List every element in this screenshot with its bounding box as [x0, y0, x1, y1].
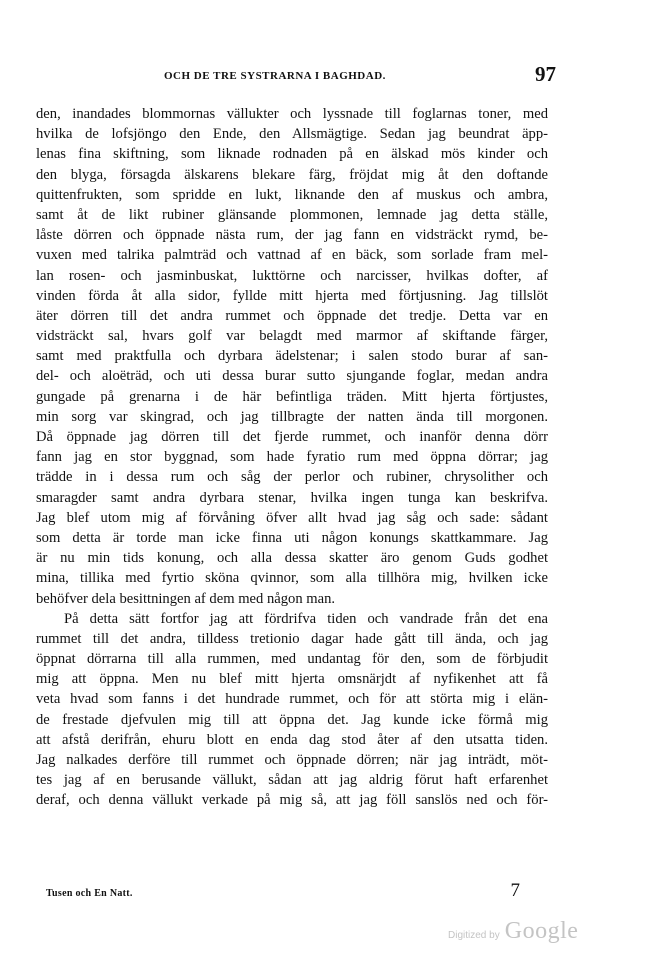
google-logo: Google: [504, 918, 579, 944]
text-line: är nu min tids konung, och alla dessa skatter äro genom Guds godhet: [36, 550, 548, 567]
page-header: [36, 62, 556, 96]
text-line: den, inandades blommornas vällukter och lyssnade till foglarnas toner, med: [36, 106, 548, 122]
text-line: mina, tillika med fyrtio sköna qvinnor, som alla tillhöra mig, hvilken icke: [36, 570, 548, 587]
text-line: smaragder samt andra dyrbara stenar, hvilka ingen tunga kan beskrifva.: [36, 489, 548, 506]
text-line: Jag nalkades derföre till rummet och öppnade dörren; när jag inträdt, möt-: [36, 752, 548, 768]
text-line: rummet till det andra, tilldess tretionio dagar hade gått till ända, och jag: [36, 630, 548, 647]
text-line: vinden förda åt alla sidor, fyllde mitt hjerta med förtjusning. Jag tillslöt: [36, 287, 548, 304]
page-number: 97: [535, 62, 556, 86]
running-title: OCH DE TRE SYSTRARNA I BAGHDAD.: [164, 70, 386, 82]
text-line: samt med praktfulla och dyrbara ädelstenar; i salen stodo burar af san-: [36, 348, 548, 365]
signature-mark: Tusen och En Natt.: [46, 888, 133, 899]
text-line: min sorg var skingrad, och jag tillbragte der natten ända till morgonen.: [36, 408, 548, 425]
text-line: den blyga, försagda älskarens blekare färg, fröjdat mig åt den doftande: [36, 166, 548, 183]
text-line: de frestade djefvulen mig till att öppna det. Jag kunde icke förmå mig: [36, 711, 548, 728]
text-line: vuxen med talrika palmträd och vattnad af en bäck, som sorlade fram mel-: [36, 247, 548, 264]
text-line: låste dörren och öppnade nästa rum, der jag fann en vidsträckt rymd, be-: [36, 227, 548, 244]
text-line: tes jag af en berusande vällukt, sådan att jag aldrig förut haft erfarenhet: [36, 772, 548, 789]
text-line: del- och aloëträd, och uti dessa burar sutto sjungande foglar, medan andra: [36, 368, 548, 385]
text-line: trädde in i dessa rum och såg der perlor och rubiner, chrysolither och: [36, 469, 548, 486]
text-line: att afstå derifrån, ehuru blott en enda dag stod åter af den utsatta tiden.: [36, 731, 548, 748]
text-line: äter dörren till det andra rummet och öppnade det tredje. Detta var en: [36, 307, 548, 324]
body-text: [36, 104, 548, 811]
watermark-prefix: Digitized by: [448, 930, 500, 941]
sheet-number: 7: [510, 880, 520, 901]
text-line: På detta sätt fortfor jag att fördrifva tiden och vandrade från det ena: [64, 610, 548, 627]
text-line: hvilka de lofsjöngo den Ende, den Allsmägtige. Sedan jag beundrat äpp-: [36, 126, 548, 143]
text-line: Då öppnade jag dörren till det fjerde rummet, och inanför denna dörr: [36, 429, 548, 445]
text-line: veta hvad som fanns i det hundrade rummet, och för att störta mig i elän-: [36, 691, 548, 708]
text-line: deraf, och denna vällukt verkade på mig så, att jag föll sanslös ned och för-: [36, 792, 548, 809]
text-line: behöfver dela besittningen af dem med någon man.: [36, 590, 336, 607]
page-footer: [36, 880, 520, 902]
text-line: vidsträckt sal, hvars golf var belagdt med marmor af skiftande färger,: [36, 328, 548, 345]
text-line: gungade på grenarna i de här befintliga träden. Mitt hjerta förtjustes,: [36, 388, 548, 405]
text-line: fann jag en stor byggnad, som hade fyratio rum med öppna dörrar; jag: [36, 449, 548, 466]
text-line: lan rosen- och jasminbuskat, lukttörne och narcisser, hvilkas dofter, af: [36, 267, 548, 284]
text-line: som detta är torde man icke finna uti någon konungs skattkammare. Jag: [36, 529, 548, 546]
text-line: lenas fina skiftning, som liknade rodnaden på en älskad mös kinder och: [36, 146, 548, 163]
text-line: samt åt de likt rubiner glänsande plommonen, lemnade jag detta ställe,: [36, 206, 548, 223]
text-line: quittenfrukten, som spridde en lukt, liknande den af muskus och ambra,: [36, 186, 548, 203]
digitization-watermark: [448, 918, 578, 945]
text-line: mig att öppna. Men nu blef mitt hjerta omsnärjdt af nyfikenhet att få: [36, 671, 548, 688]
text-line: öppnat dörrarna till alla rummen, med undantag för den, som de förbjudit: [36, 651, 548, 668]
text-line: Jag blef utom mig af förvåning öfver allt hvad jag såg och sade: sådant: [36, 509, 548, 526]
